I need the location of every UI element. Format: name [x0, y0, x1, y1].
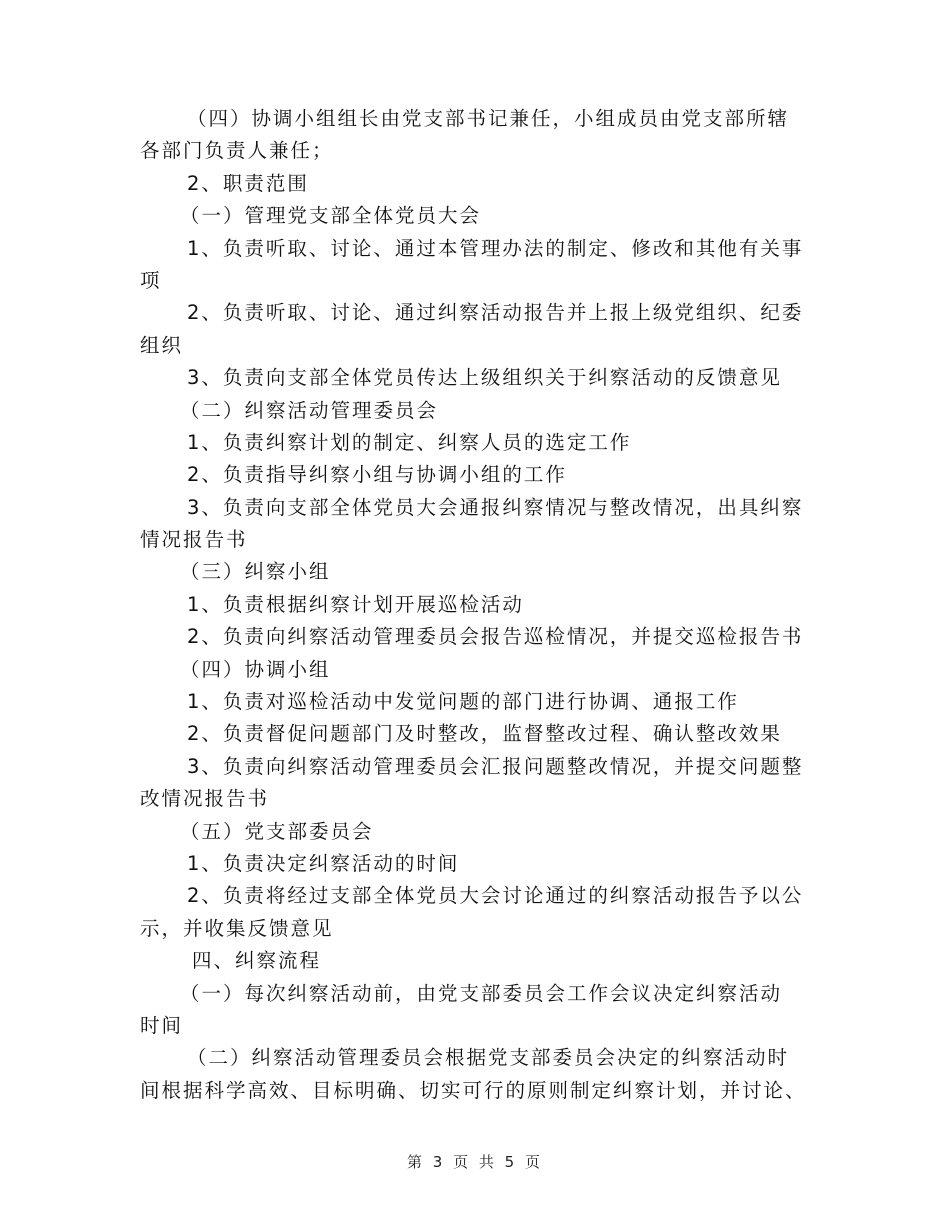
text-line: （二）纠察活动管理委员会根据党支部委员会决定的纠察活动时	[187, 1046, 790, 1070]
text-line: 3、负责向支部全体党员大会通报纠察情况与整改情况，出具纠察	[187, 495, 804, 519]
text-line: （四）协调小组组长由党支部书记兼任，小组成员由党支部所辖	[187, 107, 790, 130]
text-line: 2、职责范围	[187, 171, 309, 195]
text-line: 1、负责根据纠察计划开展巡检活动	[187, 592, 524, 616]
text-line: 各部门负责人兼任；	[140, 139, 334, 163]
text-line: 间根据科学高效、目标明确、切实可行的原则制定纠察计划，并讨论、	[140, 1078, 807, 1102]
text-line: 2、负责将经过支部全体党员大会讨论通过的纠察活动报告予以公	[187, 884, 804, 908]
text-line: 1、负责对巡检活动中发觉问题的部门进行协调、通报工作	[187, 690, 739, 714]
text-line: 3、负责向支部全体党员传达上级组织关于纠察活动的反馈意见	[187, 366, 782, 390]
text-line: 2、负责督促问题部门及时整改，监督整改过程、确认整改效果	[187, 722, 782, 746]
text-line: 2、负责向纠察活动管理委员会报告巡检情况，并提交巡检报告书	[187, 625, 804, 649]
text-line: （三）纠察小组	[180, 560, 331, 584]
text-line: 1、负责决定纠察活动的时间	[187, 851, 460, 875]
page-number: 第 3 页 共 5 页	[407, 1153, 543, 1171]
text-line: 1、负责听取、讨论、通过本管理办法的制定、修改和其他有关事	[187, 236, 804, 260]
text-line: 项	[140, 268, 162, 292]
text-line: 情况报告书	[140, 528, 248, 552]
text-line: 1、负责纠察计划的制定、纠察人员的选定工作	[187, 430, 632, 454]
text-line: 2、负责指导纠察小组与协调小组的工作	[187, 463, 567, 487]
text-line: 时间	[140, 1013, 184, 1037]
text-line: （五）党支部委员会	[180, 819, 374, 843]
text-line: 3、负责向纠察活动管理委员会汇报问题整改情况，并提交问题整	[187, 754, 804, 778]
text-line: （二）纠察活动管理委员会	[180, 398, 439, 422]
text-line: （一）每次纠察活动前，由党支部委员会工作会议决定纠察活动	[180, 981, 783, 1005]
text-line: 2、负责听取、讨论、通过纠察活动报告并上报上级党组织、纪委	[187, 301, 804, 325]
text-line: 示，并收集反馈意见	[140, 916, 334, 940]
text-line: （四）协调小组	[180, 657, 331, 681]
text-line: 改情况报告书	[140, 787, 270, 811]
document-body	[140, 103, 810, 1107]
text-line: （一）管理党支部全体党员大会	[180, 204, 482, 228]
text-line: 四、纠察流程	[192, 949, 322, 973]
text-line: 组织	[140, 333, 184, 357]
